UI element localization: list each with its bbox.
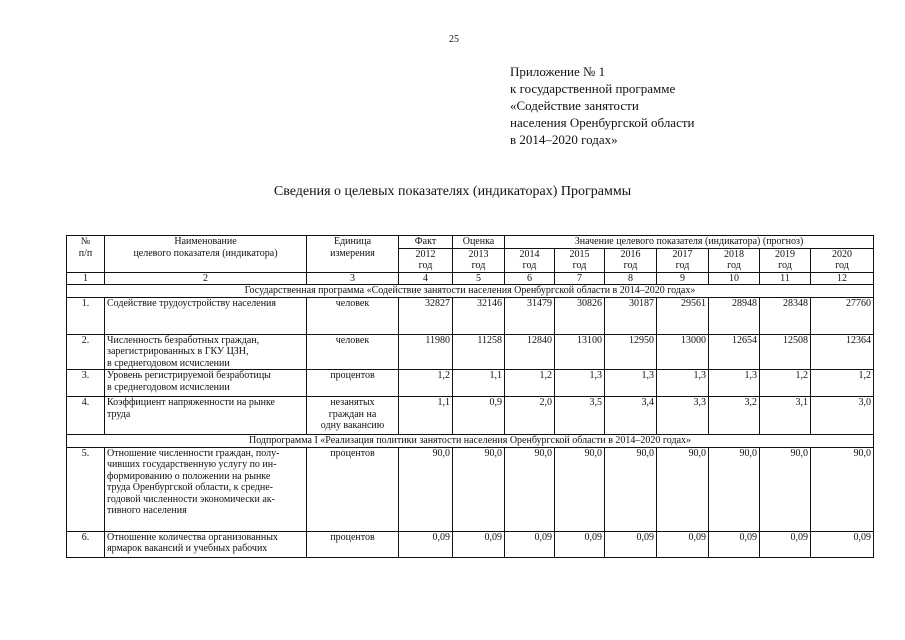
header-year: 2014 год [505,248,555,272]
table-row [67,397,874,435]
value-cell: 0,09 [505,531,555,557]
value-cell: 12364 [811,334,874,370]
header-year: 2016 год [605,248,657,272]
unit: процентов [307,531,399,557]
value-cell: 1,2 [399,370,453,397]
value-cell: 13000 [657,334,709,370]
document-title: Сведения о целевых показателях (индикаторах) Программы [273,184,632,199]
value-cell: 90,0 [555,447,605,531]
value-cell: 3,0 [811,397,874,435]
value-cell: 32146 [453,297,505,334]
value-cell: 13100 [555,334,605,370]
value-cell: 12654 [709,334,760,370]
indicator-name: Отношение количества организованных ярмарок вакансий и учебных рабочих [105,531,307,557]
value-cell: 90,0 [709,447,760,531]
value-cell: 11980 [399,334,453,370]
page-number: 25 [449,34,459,45]
indicator-name: Уровень регистрируемой безработицы в среднегодовом исчислении [105,370,307,397]
value-cell: 30187 [605,297,657,334]
value-cell: 0,09 [811,531,874,557]
value-cell: 90,0 [811,447,874,531]
value-cell: 90,0 [505,447,555,531]
column-number: 6 [505,272,555,285]
value-cell: 1,1 [453,370,505,397]
indicator-name: Содействие трудоустройству населения [105,297,307,334]
value-cell: 1,1 [399,397,453,435]
table-row [67,297,874,334]
appendix-line: в 2014–2020 годах» [510,132,618,147]
header-year: 2013 год [453,248,505,272]
header-year: 2015 год [555,248,605,272]
table-row [67,370,874,397]
value-cell: 30826 [555,297,605,334]
header-year: 2020 год [811,248,874,272]
column-number: 3 [307,272,399,285]
row-number: 3. [67,370,105,397]
value-cell: 0,09 [709,531,760,557]
table-row [67,334,874,370]
value-cell: 1,3 [657,370,709,397]
indicator-name: Численность безработных граждан, зарегистрированных в ГКУ ЦЗН, в среднегодовом исчислении [105,334,307,370]
value-cell: 32827 [399,297,453,334]
value-cell: 27760 [811,297,874,334]
value-cell: 1,2 [760,370,811,397]
appendix-note [510,63,694,148]
column-number: 4 [399,272,453,285]
value-cell: 90,0 [605,447,657,531]
value-cell: 3,4 [605,397,657,435]
header-num: № п/п [67,236,105,273]
header-fact: Факт [399,236,453,249]
column-number: 2 [105,272,307,285]
header-year: 2017 год [657,248,709,272]
value-cell: 0,09 [453,531,505,557]
value-cell: 0,09 [760,531,811,557]
value-cell: 3,1 [760,397,811,435]
unit: процентов [307,370,399,397]
value-cell: 11258 [453,334,505,370]
value-cell: 90,0 [399,447,453,531]
value-cell: 28348 [760,297,811,334]
value-cell: 12840 [505,334,555,370]
row-number: 6. [67,531,105,557]
section-row [67,435,874,448]
value-cell: 1,3 [605,370,657,397]
value-cell: 31479 [505,297,555,334]
row-number: 1. [67,297,105,334]
header-year: 2019 год [760,248,811,272]
row-number: 5. [67,447,105,531]
appendix-line: к государственной программе [510,81,676,96]
header-forecast: Значение целевого показателя (индикатора) (прогноз) [505,236,874,249]
unit: процентов [307,447,399,531]
column-number: 11 [760,272,811,285]
column-number: 10 [709,272,760,285]
appendix-line: Приложение № 1 [510,64,606,79]
value-cell: 0,09 [555,531,605,557]
value-cell: 3,3 [657,397,709,435]
value-cell: 90,0 [760,447,811,531]
value-cell: 0,09 [399,531,453,557]
indicators-table [66,235,874,558]
unit: человек [307,297,399,334]
value-cell: 1,2 [505,370,555,397]
row-number: 4. [67,397,105,435]
value-cell: 3,2 [709,397,760,435]
value-cell: 90,0 [657,447,709,531]
value-cell: 12950 [605,334,657,370]
value-cell: 3,5 [555,397,605,435]
value-cell: 0,09 [605,531,657,557]
value-cell: 28948 [709,297,760,334]
value-cell: 29561 [657,297,709,334]
column-number: 8 [605,272,657,285]
value-cell: 90,0 [453,447,505,531]
section-row [67,285,874,298]
header-year: 2018 год [709,248,760,272]
header-estimate: Оценка [453,236,505,249]
column-number: 5 [453,272,505,285]
column-number: 12 [811,272,874,285]
section-title-program: Государственная программа «Содействие занятости населения Оренбургской области в 2014–2020 годах» [67,285,874,298]
indicator-name: Коэффициент напряженности на рынке труда [105,397,307,435]
column-numbers-row [67,272,874,285]
value-cell: 0,9 [453,397,505,435]
column-number: 9 [657,272,709,285]
unit: незанятых граждан на одну вакансию [307,397,399,435]
row-number: 2. [67,334,105,370]
table-row [67,447,874,531]
value-cell: 2,0 [505,397,555,435]
value-cell: 0,09 [657,531,709,557]
value-cell: 1,2 [811,370,874,397]
header-year: 2012 год [399,248,453,272]
section-title-subprogram: Подпрограмма I «Реализация политики занятости населения Оренбургской области в 2014–2020 годах» [67,435,874,448]
value-cell: 1,3 [709,370,760,397]
unit: человек [307,334,399,370]
header-unit: Единица измерения [307,236,399,273]
header-name: Наименование целевого показателя (индикатора) [105,236,307,273]
table-row [67,531,874,557]
value-cell: 12508 [760,334,811,370]
value-cell: 1,3 [555,370,605,397]
indicator-name: Отношение численности граждан, полу- чивших государственную услугу по ин- формированию о положении на рынке труда Оренбургской области, к средне- годовой численности экономически ак- тивного населения [105,447,307,531]
appendix-line: «Содействие занятости [510,98,639,113]
appendix-line: населения Оренбургской области [510,115,695,130]
column-number: 7 [555,272,605,285]
header-row [67,236,874,249]
column-number: 1 [67,272,105,285]
